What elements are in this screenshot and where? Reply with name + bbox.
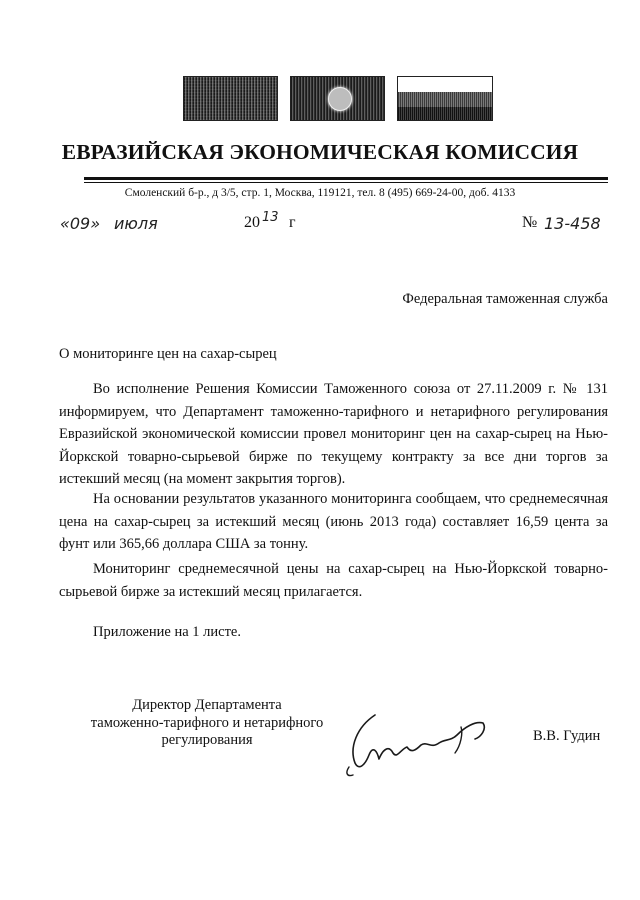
letterhead-divider-thick [84,177,608,180]
position-line: таможенно-тарифного и нетарифного [90,714,324,731]
year-suffix: г [289,214,296,231]
date-day: «09» [60,214,101,233]
belarus-flag-icon [290,76,385,121]
organization-address: Смоленский б-р., д 3/5, стр. 1, Москва, 119121, тел. 8 (495) 669-24-00, доб. 4133 [124,187,516,199]
addressee: Федеральная таможенная служба [402,291,608,307]
year-prefix: 20 [244,214,260,231]
emblem-icon [328,87,352,111]
signatory-position [56,697,358,750]
letterhead-divider-thin [84,182,608,183]
doc-number: 13-458 [544,214,601,233]
date-month: июля [114,214,158,233]
letter-subject: О мониторинге цен на сахар-сырец [59,346,277,362]
kazakhstan-flag-icon [183,76,278,121]
body-paragraph: На основании результатов указанного мониторинга сообщаем, что среднемесячная цена на сахар-сырец за истекший месяц (июнь 2013 года) составляет 16,59 цента за фунт или 365,66 доллара США за тонну. [59,491,608,552]
attachment-note: Приложение на 1 листе. [93,624,241,640]
signatory-name: В.В. Гудин [533,728,601,744]
year-handwritten: 13 [262,210,279,225]
body-paragraph: Во исполнение Решения Комиссии Таможенного союза от 27.11.2009 г. № 131 информируем, что Департамент таможенно-тарифного и нетарифного регулирования Евразийской экономической комиссии провел мониторинг цен на сахар-сырец на Нью-Йоркской товарно-сырьевой бирже по текущему контракту за все дни торгов за истекший месяц (на момент закрытия торгов). [59,381,608,487]
position-line: регулирования [161,732,253,748]
organization-title: ЕВРАЗИЙСКАЯ ЭКОНОМИЧЕСКАЯ КОМИССИЯ [61,140,579,164]
position-line: Директор Департамента [132,697,282,713]
doc-number-label: № [522,214,538,231]
russia-flag-icon [397,76,493,121]
handwritten-signature [335,705,500,780]
body-paragraph: Мониторинг среднемесячной цены на сахар-сырец на Нью-Йоркской товарно-сырьевой бирже за истекший месяц прилагается. [59,561,608,600]
